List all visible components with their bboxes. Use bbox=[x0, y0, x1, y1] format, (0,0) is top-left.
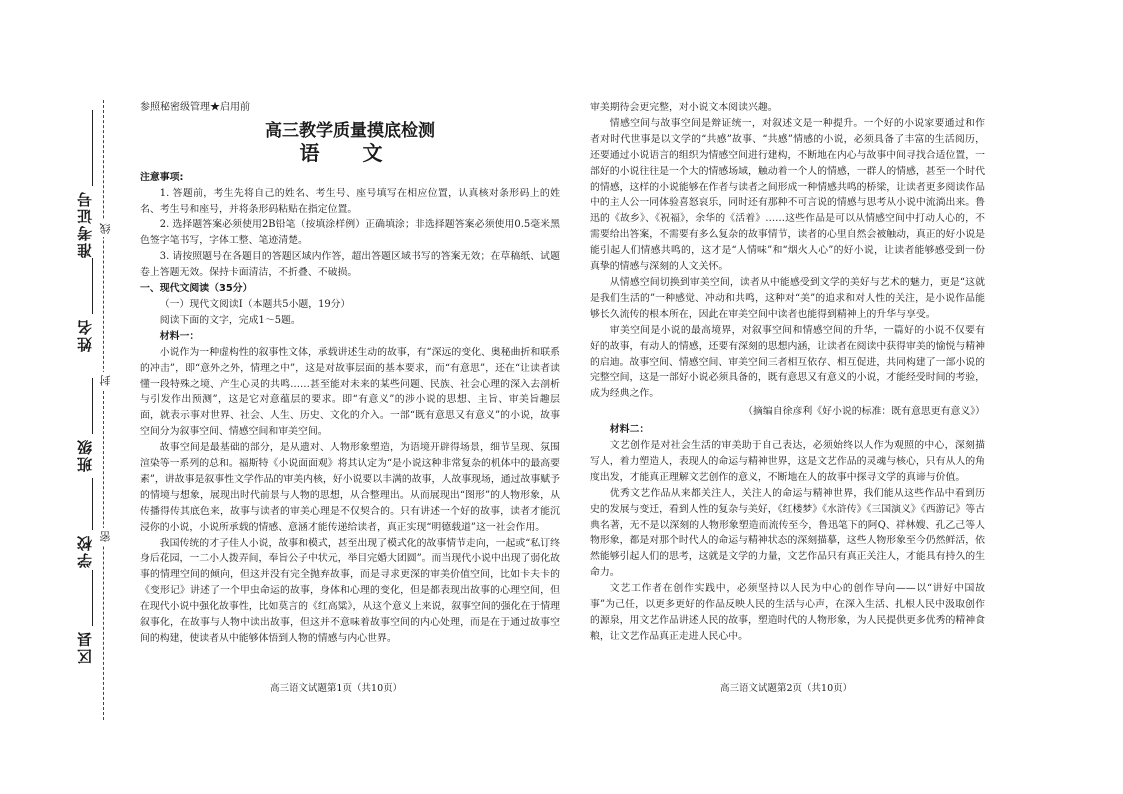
page-footer-left: 高三语文试题第1页（共10页） bbox=[270, 683, 403, 694]
paragraph: 审美期待会更完整，对小说文本阅读兴趣。 bbox=[590, 102, 778, 113]
paragraph: 审美空间是小说的最高境界，对叙事空间和情感空间的升华，一篇好的小说不仅要有好的故事，有动人的情感，还要有深刻的思想内涵，让读者在阅读中获得审美的愉悦与精神的启迪。故事空间、情感空间、审美空间三者相互依存、相互促进，共同构建了一部小说的完整空间，这是一部好小说必须具备的，既有意思又有意义的小说，才能经受时间的考验，成为经典之作。 bbox=[590, 324, 986, 400]
seal-mark-secret: 密 bbox=[98, 528, 114, 545]
district-label: 区县 bbox=[76, 630, 94, 664]
paragraph: 情感空间与故事空间是辩证统一，对叙述文是一种提升。一个好的小说家要通过和作者对时代世事是以文学的“共感”故事、“共感”情感的小说，必须具备了丰富的生活阅历，还要通过小说语言的组织为情感空间进行建构，不断地在内心与故事中间寻找合适位置，一部好的小说往往是一个大的情感场域，触动着一个人的情感，一群人的情感，甚至一个时代的情感，这样的小说能够在作者与读者之间形成一种情感共鸣的桥梁，让读者更多阅读作品中的主人公一同体验喜怒哀乐，同时还有那种不可言说的情感与思考从小说中流淌出来。鲁迅的《故乡》、《祝福》，余华的《活着》……这些作品是可以从情感空间中打动人心的，不需要给出答案，不需要有多么复杂的故事情节，读者的心里自然会被触动，真正的好小说是能引起人们情感共鸣的，这才是“人情味”和“烟火人心”的好小说，让读者能够感受到一份真挚的情感与深刻的人文关怀。 bbox=[590, 117, 986, 273]
binding-strip bbox=[0, 0, 118, 794]
paragraph: 故事空间是最基础的部分，是从遗对、人物形象塑造，为语境开辟得场景，细节呈现、氛围渲染等一系列的总和。福斯特《小说面面观》将其认定为“是小说这种非常复杂的机体中的最高要素”，讲故事是叙事性文学作品的审美内核，好小说要以丰满的故事，人故事现场，通过故事赋予的情境与想象，展现出时代前景与人物的思想，从合整理出。从而展现出“图形”的人物形象，从传播得传其底色来，故事与读者的审美心理是不仅契合的。只有讲述一个好的故事，读者才能沉浸你的小说，小说所承载的情感、意涵才能传递给读者，真正实现“明德载道”这一社会作用。 bbox=[140, 442, 560, 533]
school-label: 学校 bbox=[76, 534, 94, 568]
section-heading: 一、现代文阅读（35分） bbox=[140, 283, 253, 295]
left-page bbox=[140, 100, 560, 647]
seal-mark-line: 线 bbox=[98, 220, 114, 237]
notice-item: 2. 选择题答案必须使用2B铅笔（按填涂样例）正确填涂；非选择题答案必须使用0.5毫米黑色签字笔书写，字体工整、笔迹清楚。 bbox=[140, 219, 560, 247]
paragraph: 我国传统的才子佳人小说，故事和模式，甚至出现了模式化的故事情节走向，一起或“私订终身后花园，一二小人拨弄间，奉旨公子中状元，举目完婚大团圆”。而当现代小说中出现了弱化故事的情理空间的倾向，但这并没有完全抛弃故事，而是寻求更深的审美价值空间，比如卡夫卡的《变形记》讲述了一个甲虫命运的故事，身体和心理的变化，但是都表现出故事的心理空间，但在现代小说中强化故事性，比如莫言的《红高粱》，从这个意义上来说，叙事空间的强化在于情理叙事化，在故事与人物中读出故事，但这并不意味着故事空间的内心处理，而是在于通过故事空间的构建，使读者从中能够体悟到人物的情感与内心世界。 bbox=[140, 537, 560, 644]
paragraph: 小说作为一种虚构性的叙事性文体，承载讲述生动的故事，有“深远的变化、奥秘曲折和联系的冲击”，即“意外之外，情理之中”，这是对故事层面的基本要求，而“有意思”，还在“让读者读懂一段特殊之境、产生心灵的共鸣……甚至能对未来的某些问题、民族、社会心理的深入去剖析与引发作出预测”，这是它对意蕴层的要求。即“有意义”的涉小说的思想、主旨、审美旨趣层面，就表示事对世界、社会、人生、历史、文化的介入。一部“既有意思又有意义”的小说，故事空间分为叙事空间、情感空间和审美空间。 bbox=[140, 346, 560, 438]
paragraph: 文艺工作者在创作实践中，必须坚持以人民为中心的创作导向——以“讲好中国故事”为己任，以更多更好的作品反映人民的生活与心声，在深入生活、扎根人民中汲取创作的源泉，用文艺作品讲述人民的故事，塑造时代的人物形象，为人民提供更多优秀的精神食粮，让文艺作品真正走进人民心中。 bbox=[590, 583, 986, 642]
paragraph: 优秀文艺作品从来都关注人，关注人的命运与精神世界，我们能从这些作品中看到历史的发展与变迁，看到人性的复杂与美好，《红楼梦》《水浒传》《三国演义》《西游记》等古典名著，无不是以深刻的人物形象塑造而流传至今，鲁迅笔下的阿Q、祥林嫂、孔乙己等人物形象，都是对那个时代人的命运与精神状态的深刻描摹，这些人物形象至今仍然鲜活，依然能够引起人们的思考，这就是文学的力量，文艺作品只有真正关注人，才能具有持久的生命力。 bbox=[590, 487, 986, 579]
instruction: 阅读下面的文字，完成1～5题。 bbox=[159, 314, 301, 326]
notice-heading: 注意事项: bbox=[140, 171, 184, 183]
paragraph: 文艺创作是对社会生活的审美助于自己表达，必须始终以人作为观照的中心，深刻描写人，着力塑造人，表现人的命运与精神世界，这是文艺作品的灵魂与核心，只有从人的角度出发，才能真正理解文艺创作的意义，不断地在人的故事中探寻文学的真谛与价值。 bbox=[590, 440, 986, 483]
class-line[interactable] bbox=[92, 378, 93, 434]
name-label: 姓名 bbox=[76, 318, 94, 352]
material-heading: 材料二： bbox=[609, 424, 650, 436]
district-line[interactable] bbox=[92, 570, 93, 626]
seal-mark-seal: 封 bbox=[98, 372, 114, 389]
paragraph: 从情感空间切换到审美空间，读者从中能感受到文学的美好与艺术的魅力，更是“这就是我们生活的”一种感觉、冲动和共鸣，这种对“美”的追求和对人性的关注，是小说作品能够长久流传的根本所在，因此在审美空间中读者也能得到精神上的升华与享受。 bbox=[590, 276, 985, 320]
name-line[interactable] bbox=[92, 258, 93, 314]
exam-number-line[interactable] bbox=[92, 110, 93, 186]
citation: （摘编自徐彦利《好小说的标准：既有意思更有意义》） bbox=[743, 406, 985, 418]
subsection-heading: （一）现代文阅读Ⅰ（本题共5小题，19分） bbox=[159, 298, 351, 310]
page-footer-right: 高三语文试题第2页（共10页） bbox=[720, 683, 853, 694]
subject-title: 语 文 bbox=[299, 140, 401, 165]
right-page bbox=[590, 100, 985, 645]
secret-level: 参照秘密级管理★启用前 bbox=[140, 102, 250, 113]
exam-title: 高三教学质量摸底检测 bbox=[265, 120, 435, 141]
exam-number-label: 准考证号 bbox=[76, 190, 94, 258]
notice-item: 1. 答题前，考生先将自己的姓名、考生号、座号填写在相应位置，认真核对条形码上的姓名、考生号和座号，并将条形码粘贴在指定位置。 bbox=[140, 187, 560, 215]
school-line[interactable] bbox=[92, 478, 93, 530]
notice-item: 3. 请按照题号在各题目的答题区域内作答，超出答题区域书写的答案无效；在草稿纸、试题卷上答题无效。保持卡面清洁，不折叠、不破损。 bbox=[140, 251, 560, 279]
seal-dashed-line bbox=[103, 100, 104, 720]
class-label: 班级 bbox=[76, 438, 94, 472]
material-heading: 材料一： bbox=[159, 330, 200, 342]
